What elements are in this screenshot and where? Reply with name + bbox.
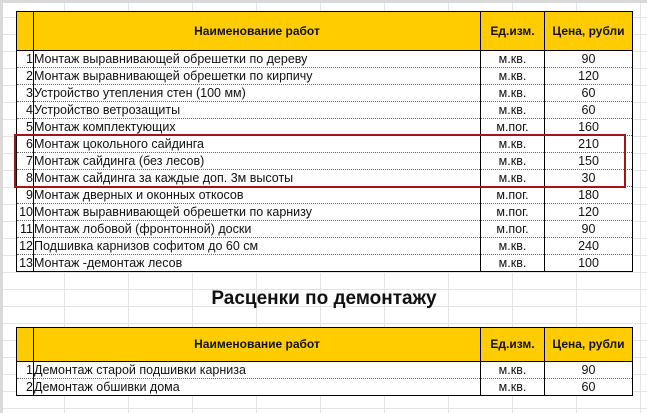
table-row: [17, 379, 633, 396]
table-row: [17, 119, 633, 136]
unit-cell[interactable]: м.кв.: [481, 238, 545, 255]
work-name-cell[interactable]: Монтаж сайдинга (без лесов): [34, 153, 481, 170]
table-row: [17, 68, 633, 85]
unit-cell[interactable]: м.пог.: [481, 204, 545, 221]
row-number-cell[interactable]: 12: [17, 238, 34, 255]
row-number-cell[interactable]: 2: [17, 379, 34, 396]
unit-cell[interactable]: м.пог.: [481, 221, 545, 238]
price-cell[interactable]: 90: [545, 51, 633, 68]
price-cell[interactable]: 150: [545, 153, 633, 170]
price-table-header: [17, 12, 633, 51]
header-unit-cell[interactable]: Ед.изм.: [481, 328, 545, 362]
price-table: [16, 11, 633, 272]
unit-cell[interactable]: м.кв.: [481, 362, 545, 379]
row-number-cell[interactable]: 1: [17, 362, 34, 379]
unit-cell[interactable]: м.кв.: [481, 379, 545, 396]
table-row: [17, 170, 633, 187]
row-number-cell[interactable]: 9: [17, 187, 34, 204]
unit-cell[interactable]: м.пог.: [481, 119, 545, 136]
header-unit-cell[interactable]: Ед.изм.: [481, 12, 545, 51]
table-row: [17, 221, 633, 238]
price-cell[interactable]: 120: [545, 68, 633, 85]
table-row: [17, 187, 633, 204]
unit-cell[interactable]: м.кв.: [481, 102, 545, 119]
row-number-cell[interactable]: 13: [17, 255, 34, 272]
table-row: [17, 204, 633, 221]
row-number-cell[interactable]: 2: [17, 68, 34, 85]
window-edge-top: [0, 0, 647, 3]
dismantling-table-header: [17, 328, 633, 362]
table-row: [17, 102, 633, 119]
row-number-cell[interactable]: 5: [17, 119, 34, 136]
work-name-cell[interactable]: Монтаж комплектующих: [34, 119, 481, 136]
work-name-cell[interactable]: Устройство утепления стен (100 мм): [34, 85, 481, 102]
unit-cell[interactable]: м.кв.: [481, 136, 545, 153]
work-name-cell[interactable]: Демонтаж обшивки дома: [34, 379, 481, 396]
header-name-cell[interactable]: Наименование работ: [34, 328, 481, 362]
unit-cell[interactable]: м.пог.: [481, 187, 545, 204]
table-row: [17, 255, 633, 272]
work-name-cell[interactable]: Подшивка карнизов софитом до 60 см: [34, 238, 481, 255]
work-name-cell[interactable]: Монтаж выравнивающей обрешетки по карнизу: [34, 204, 481, 221]
row-number-cell[interactable]: 6: [17, 136, 34, 153]
table-row: [17, 51, 633, 68]
price-cell[interactable]: 60: [581, 380, 596, 394]
header-num-cell[interactable]: [17, 328, 34, 362]
section-title-dismantling: Расценки по демонтажу: [211, 288, 437, 309]
table-row: [17, 136, 633, 153]
row-number-cell[interactable]: 10: [17, 204, 34, 221]
price-cell[interactable]: 100: [578, 256, 599, 270]
price-cell[interactable]: 160: [545, 119, 633, 136]
header-name-cell[interactable]: Наименование работ: [34, 12, 481, 51]
header-price-cell[interactable]: Цена, рубли: [545, 12, 633, 51]
price-cell[interactable]: 60: [545, 85, 633, 102]
unit-cell[interactable]: м.кв.: [481, 255, 545, 272]
price-cell[interactable]: 210: [545, 136, 633, 153]
work-name-cell[interactable]: Монтаж -демонтаж лесов: [34, 255, 481, 272]
header-price-cell[interactable]: Цена, рубли: [545, 328, 633, 362]
header-num-cell[interactable]: [17, 12, 34, 51]
row-number-cell[interactable]: 4: [17, 102, 34, 119]
table-row: [17, 238, 633, 255]
window-edge-left: [0, 0, 3, 413]
price-cell[interactable]: 180: [545, 187, 633, 204]
unit-cell[interactable]: м.кв.: [481, 85, 545, 102]
table-row: [17, 362, 633, 379]
unit-cell[interactable]: м.кв.: [481, 68, 545, 85]
dismantling-table: [16, 327, 633, 396]
work-name-cell[interactable]: Монтаж выравнивающей обрешетки по кирпичу: [34, 68, 481, 85]
work-name-cell[interactable]: Монтаж цокольного сайдинга: [34, 136, 481, 153]
work-name-cell[interactable]: Устройство ветрозащиты: [34, 102, 481, 119]
work-name-cell[interactable]: Монтаж дверных и оконных откосов: [34, 187, 481, 204]
work-name-cell[interactable]: Монтаж выравнивающей обрешетки по дереву: [34, 51, 481, 68]
table-row: [17, 85, 633, 102]
unit-cell[interactable]: м.кв.: [481, 153, 545, 170]
price-cell[interactable]: 90: [545, 221, 633, 238]
price-cell[interactable]: 60: [545, 102, 633, 119]
unit-cell[interactable]: м.кв.: [481, 51, 545, 68]
row-number-cell[interactable]: 8: [17, 170, 34, 187]
price-cell[interactable]: 120: [545, 204, 633, 221]
work-name-cell[interactable]: Монтаж сайдинга за каждые доп. 3м высоты: [34, 170, 481, 187]
row-number-cell[interactable]: 7: [17, 153, 34, 170]
price-cell[interactable]: 30: [545, 170, 633, 187]
unit-cell[interactable]: м.кв.: [481, 170, 545, 187]
row-number-cell[interactable]: 11: [17, 221, 34, 238]
work-name-cell[interactable]: Монтаж лобовой (фронтонной) доски: [34, 221, 481, 238]
row-number-cell[interactable]: 3: [17, 85, 34, 102]
price-cell[interactable]: 90: [545, 362, 633, 379]
work-name-cell[interactable]: Демонтаж старой подшивки карниза: [34, 362, 481, 379]
table-row: [17, 153, 633, 170]
row-number-cell[interactable]: 1: [17, 51, 34, 68]
price-cell[interactable]: 240: [545, 238, 633, 255]
